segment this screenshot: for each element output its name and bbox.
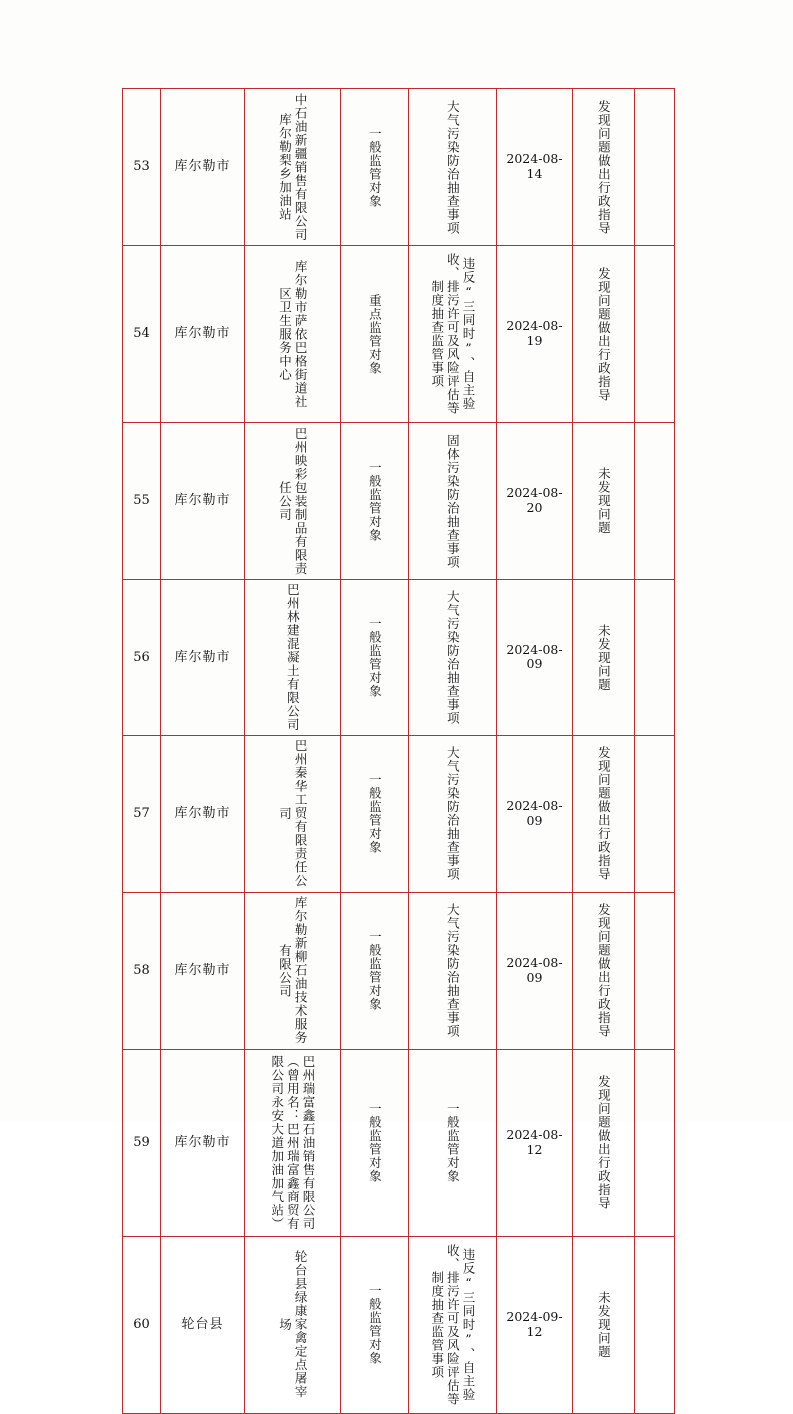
- cell-date: 2024-08-20: [497, 423, 573, 580]
- cell-index: 53: [123, 89, 161, 246]
- table-row: [123, 246, 675, 423]
- inspection-table: [122, 88, 675, 1414]
- cell-date: 2024-08-19: [497, 246, 573, 423]
- cell-type: 一般监管对象: [341, 892, 409, 1049]
- cell-item: 违反“三同时”、自主验收、排污许可及风险评估等制度抽查监管事项: [409, 1236, 497, 1413]
- table-row: [123, 580, 675, 736]
- cell-extra: [635, 423, 675, 580]
- cell-area: 库尔勒市: [161, 892, 245, 1049]
- cell-extra: [635, 246, 675, 423]
- cell-type: 一般监管对象: [341, 1049, 409, 1236]
- cell-extra: [635, 1049, 675, 1236]
- cell-type: 一般监管对象: [341, 1236, 409, 1413]
- cell-result: 发现问题做出行政指导: [573, 246, 635, 423]
- inspection-table-wrapper: [122, 88, 674, 1414]
- cell-area: 库尔勒市: [161, 246, 245, 423]
- cell-unit-name: 巴州瑞富鑫石油销售有限公司（曾用名：巴州瑞富鑫商贸有限公司永安大道加油加气站）: [245, 1049, 341, 1236]
- cell-item: 大气污染防治抽查事项: [409, 89, 497, 246]
- cell-area: 库尔勒市: [161, 89, 245, 246]
- cell-item: 大气污染防治抽查事项: [409, 735, 497, 892]
- cell-index: 58: [123, 892, 161, 1049]
- cell-result: 发现问题做出行政指导: [573, 735, 635, 892]
- cell-date: 2024-08-09: [497, 735, 573, 892]
- cell-index: 55: [123, 423, 161, 580]
- cell-type: 重点监管对象: [341, 246, 409, 423]
- cell-item: 违反“三同时”、自主验收、排污许可及风险评估等制度抽查监管事项: [409, 246, 497, 423]
- cell-type: 一般监管对象: [341, 580, 409, 736]
- cell-extra: [635, 892, 675, 1049]
- table-row: [123, 1049, 675, 1236]
- table-body: [123, 89, 675, 1414]
- table-row: [123, 735, 675, 892]
- cell-date: 2024-08-09: [497, 892, 573, 1049]
- cell-type: 一般监管对象: [341, 735, 409, 892]
- cell-date: 2024-08-12: [497, 1049, 573, 1236]
- cell-unit-name: 轮台县绿康家禽定点屠宰场: [245, 1236, 341, 1413]
- cell-result: 未发现问题: [573, 1236, 635, 1413]
- cell-area: 库尔勒市: [161, 423, 245, 580]
- cell-unit-name: 库尔勒市萨依巴格街道社区卫生服务中心: [245, 246, 341, 423]
- cell-type: 一般监管对象: [341, 423, 409, 580]
- cell-area: 库尔勒市: [161, 1049, 245, 1236]
- cell-area: 轮台县: [161, 1236, 245, 1413]
- cell-item: 固体污染防治抽查事项: [409, 423, 497, 580]
- table-row: [123, 89, 675, 246]
- cell-unit-name: 中石油新疆销售有限公司库尔勒梨乡加油站: [245, 89, 341, 246]
- cell-index: 60: [123, 1236, 161, 1413]
- table-row: [123, 892, 675, 1049]
- cell-unit-name: 巴州林建混凝土有限公司: [245, 580, 341, 736]
- cell-unit-name: 巴州映彩包装制品有限责任公司: [245, 423, 341, 580]
- cell-index: 57: [123, 735, 161, 892]
- cell-result: 发现问题做出行政指导: [573, 89, 635, 246]
- cell-item: 一般监管对象: [409, 1049, 497, 1236]
- cell-type: 一般监管对象: [341, 89, 409, 246]
- cell-extra: [635, 580, 675, 736]
- cell-unit-name: 库尔勒新柳石油技术服务有限公司: [245, 892, 341, 1049]
- cell-date: 2024-09-12: [497, 1236, 573, 1413]
- cell-index: 56: [123, 580, 161, 736]
- cell-area: 库尔勒市: [161, 580, 245, 736]
- cell-result: 未发现问题: [573, 423, 635, 580]
- cell-result: 未发现问题: [573, 580, 635, 736]
- cell-result: 发现问题做出行政指导: [573, 892, 635, 1049]
- cell-extra: [635, 735, 675, 892]
- cell-date: 2024-08-09: [497, 580, 573, 736]
- table-row: [123, 1236, 675, 1413]
- table-row: [123, 423, 675, 580]
- cell-extra: [635, 89, 675, 246]
- cell-unit-name: 巴州秦华工贸有限责任公司: [245, 735, 341, 892]
- cell-item: 大气污染防治抽查事项: [409, 580, 497, 736]
- cell-area: 库尔勒市: [161, 735, 245, 892]
- cell-index: 59: [123, 1049, 161, 1236]
- cell-index: 54: [123, 246, 161, 423]
- cell-result: 发现问题做出行政指导: [573, 1049, 635, 1236]
- cell-extra: [635, 1236, 675, 1413]
- cell-item: 大气污染防治抽查事项: [409, 892, 497, 1049]
- cell-date: 2024-08-14: [497, 89, 573, 246]
